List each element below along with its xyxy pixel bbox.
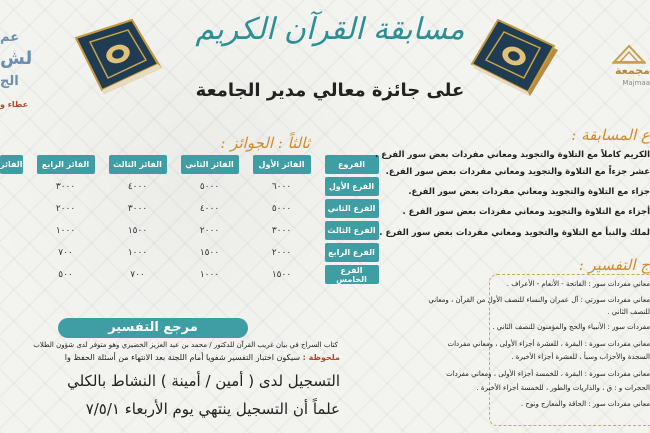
branch-cell: الفرع الثاني [325,199,379,218]
prize-cell: ١٥٠٠ [199,247,220,258]
tafsir-line: معاني مفردات سور : الحاقة والمعارج ونوح . [520,400,650,408]
prizes-table [0,152,379,287]
prizes-heading: ثالثاً : الجوائز : [220,134,310,152]
table-header: الفائز الأول [253,155,311,174]
prize-cell: ٣٠٠٠ [127,203,148,214]
table-header: الفائز الرابع [37,155,95,174]
tafsir-line: معاني مفردات سورة : البقرة ، للعشرة أجزاء الأولى ، ومعاني مفردات [447,340,650,348]
logo-left-line: عم [0,30,20,45]
tafsir-heading: ج التفسير : [578,256,650,274]
poster-title: مسابقة القرآن الكريم [195,12,465,47]
table-header: الفائز الثاني [181,155,239,174]
prize-cell: ٣٠٠٠ [55,181,76,192]
tafsir-line: معاني مفردات سورتي : آل عمران والنساء للنصف الأول من القرآن ، ومعاني [428,296,650,304]
tafsir-line: الحجرات و : ق ، والذاريات والطور ، للخمسة أجزاء الأخيرة . [476,384,650,392]
prize-cell: ٥٠٠٠ [271,203,292,214]
branch-description: أجزاء مع التلاوة والتجويد ومعاني مفردات بعض سور الفرع . [402,207,650,217]
university-logo-right [608,42,650,92]
table-header: الفائز [0,155,23,174]
prize-cell: ١٠٠٠ [55,225,76,236]
tafsir-line: معاني مفردات سور : الفاتحة - الأنعام - الأعراف . [506,280,650,288]
slogan: عطاء و [0,100,29,109]
table-row [0,243,379,262]
table-row [0,221,379,240]
prize-cell: ٤٠٠٠ [199,203,220,214]
note-text: سيكون اختبار التفسير شفويا أمام اللجنة بعد الانتهاء من أسئلة الحفظ وا [64,353,301,362]
branch-description: عشر جزءاً مع التلاوة والتجويد ومعاني مفردات بعض سور الفرع. [385,167,650,177]
logo-left-line: الج [0,74,19,89]
prize-cell [0,177,23,196]
prize-cell: ٢٠٠٠ [199,225,220,236]
logo-right-name: مجمعة [615,64,650,77]
prize-cell [0,221,23,240]
reference-banner: مرجع التفسير [58,318,248,338]
table-row [0,199,379,218]
prize-cell: ٥٠٠٠ [199,181,220,192]
note-label: ملحوظة : [302,353,340,362]
prize-cell [0,199,23,218]
table-header-row [0,155,379,174]
prize-cell: ١٠٠٠ [127,247,148,258]
prize-cell: ٤٠٠٠ [127,181,148,192]
branch-cell: الفرع الأول [325,177,379,196]
tafsir-line: معاني مفردات سورة : البقرة ، للخمسة أجزاء الأولى ، ومعاني مفردات [446,370,650,378]
prize-cell: ٧٠٠ [58,247,73,258]
tafsir-line: السجدة والأحزاب وسبأ ، للعشرة أجزاء الأخيرة . [511,353,650,361]
prize-cell: ٥٠٠ [58,269,73,280]
logo-right-sub: Majmaa [622,79,650,87]
prize-cell: ١٥٠٠ [271,269,292,280]
branches-heading: ع المسابقة : [571,126,650,144]
branch-cell: الفرع الخامس [325,265,379,284]
reference-text: كتاب السراج في بيان غريب القرآن للدكتور / محمد بن عبد العزيز الخضيري وهو متوفر لدى شؤون الطلاب [33,341,338,349]
registration-line: التسجيل لدى ( أمين / أمينة ) النشاط بالكلي [67,372,340,390]
table-row [0,177,379,196]
branch-description: جزاء مع التلاوة والتجويد ومعاني مفردات بعض سور الفرع. [408,187,650,197]
branch-description: لملك والنبأ مع التلاوة والتجويد ومعاني مفردات بعض سور الفرع . [379,228,650,238]
prize-cell: ٢٠٠٠ [271,247,292,258]
table-header: الفائز الثالث [109,155,167,174]
prize-cell [0,265,23,284]
tafsir-line: مفردات سور : الأنبياء والحج والمؤمنون للنصف الثاني . [492,323,650,331]
table-row [0,265,379,284]
prize-cell: ٦٠٠٠ [271,181,292,192]
branch-cell: الفرع الثالث [325,221,379,240]
note-line [0,353,340,362]
prize-cell: ١٠٠٠ [199,269,220,280]
tafsir-line: للنصف الثاني . [607,308,650,316]
poster-subtitle: على جائزة معالي مدير الجامعة [195,80,465,101]
branch-description: الكريم كاملاً مع التلاوة والتجويد ومعاني مفردات بعض سور الفرع . [375,150,650,160]
quran-book-icon [72,18,164,100]
prize-cell: ٧٠٠ [130,269,145,280]
table-header: الفروع [325,155,379,174]
prize-cell [0,243,23,262]
prize-cell: ١٥٠٠ [127,225,148,236]
prize-cell: ٣٠٠٠ [271,225,292,236]
branch-cell: الفرع الرابع [325,243,379,262]
logo-left-line: لش [0,48,33,69]
university-mark-icon [612,42,646,64]
registration-deadline: علماً أن التسجيل ينتهي يوم الأربعاء ٧/٥/١ [85,400,340,418]
prize-cell: ٢٠٠٠ [55,203,76,214]
